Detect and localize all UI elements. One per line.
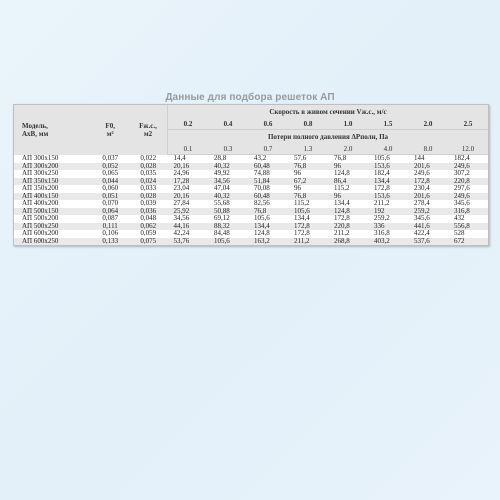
model-cell: АП 400х150 [14, 193, 91, 201]
value-cell: 556,8 [448, 223, 488, 231]
value-cell: 134,4 [328, 200, 368, 208]
value-cell: 76,8 [288, 193, 328, 201]
value-cell: 230,4 [408, 185, 448, 193]
value-cell: 268,8 [328, 238, 368, 246]
value-cell: 105,6 [208, 238, 248, 246]
value-cell: 49,92 [208, 170, 248, 178]
value-cell: 82,56 [248, 200, 288, 208]
f0-cell: 0,065 [91, 170, 129, 178]
value-cell: 76,8 [328, 155, 368, 163]
value-cell: 182,4 [368, 170, 408, 178]
header-f0 [91, 105, 129, 155]
value-cell: 134,4 [368, 178, 408, 186]
f0-cell: 0,070 [91, 200, 129, 208]
header-loss-title: Потери полного давления ΔPполн, Па [168, 130, 489, 145]
value-cell: 69,12 [208, 215, 248, 223]
value-cell: 44,16 [168, 223, 208, 231]
value-cell: 34,56 [208, 178, 248, 186]
fzs-cell: 0,059 [129, 230, 168, 238]
value-cell: 55,68 [208, 200, 248, 208]
loss-header-cell: 0.3 [208, 144, 248, 155]
value-cell: 96 [328, 193, 368, 201]
model-cell: АП 600х200 [14, 230, 91, 238]
value-cell: 124,8 [248, 230, 288, 238]
f0-cell: 0,064 [91, 208, 129, 216]
value-cell: 84,48 [208, 230, 248, 238]
value-cell: 60,48 [248, 193, 288, 201]
speed-header-cell: 1.0 [328, 119, 368, 130]
model-cell: АП 500х250 [14, 223, 91, 231]
f0-cell: 0,087 [91, 215, 129, 223]
value-cell: 278,4 [408, 200, 448, 208]
speed-header-cell: 2.0 [408, 119, 448, 130]
value-cell: 20,16 [168, 193, 208, 201]
value-cell: 432 [448, 215, 488, 223]
fzs-cell: 0,028 [129, 163, 168, 171]
value-cell: 124,8 [328, 208, 368, 216]
model-cell: АП 350х200 [14, 185, 91, 193]
value-cell: 172,8 [288, 230, 328, 238]
value-cell: 537,6 [408, 238, 448, 246]
value-cell: 53,76 [168, 238, 208, 246]
value-cell: 115,2 [288, 200, 328, 208]
speed-header-cell: 0.6 [248, 119, 288, 130]
loss-header-cell: 8.0 [408, 144, 448, 155]
grille-selection-table [13, 104, 489, 246]
value-cell: 47,04 [208, 185, 248, 193]
value-cell: 57,6 [288, 155, 328, 163]
value-cell: 441,6 [408, 223, 448, 231]
value-cell: 50,88 [208, 208, 248, 216]
loss-header-cell: 2.0 [328, 144, 368, 155]
value-cell: 345,6 [408, 215, 448, 223]
f0-cell: 0,060 [91, 185, 129, 193]
value-cell: 96 [288, 170, 328, 178]
value-cell: 172,8 [408, 178, 448, 186]
value-cell: 192 [368, 208, 408, 216]
model-cell: АП 300х150 [14, 155, 91, 163]
value-cell: 172,8 [328, 215, 368, 223]
model-cell: АП 500х200 [14, 215, 91, 223]
value-cell: 259,2 [368, 215, 408, 223]
model-cell: АП 400х200 [14, 200, 91, 208]
model-cell: АП 350х150 [14, 178, 91, 186]
value-cell: 201,6 [408, 163, 448, 171]
value-cell: 249,6 [408, 170, 448, 178]
value-cell: 336 [368, 223, 408, 231]
value-cell: 134,4 [288, 215, 328, 223]
model-cell: АП 300х200 [14, 163, 91, 171]
value-cell: 144 [408, 155, 448, 163]
model-cell: АП 600х250 [14, 238, 91, 246]
value-cell: 211,2 [328, 230, 368, 238]
value-cell: 74,88 [248, 170, 288, 178]
fzs-cell: 0,036 [129, 208, 168, 216]
header-fzs [129, 105, 168, 155]
value-cell: 297,6 [448, 185, 488, 193]
value-cell: 259,2 [408, 208, 448, 216]
f0-cell: 0,044 [91, 178, 129, 186]
value-cell: 163,2 [248, 238, 288, 246]
f0-cell: 0,051 [91, 193, 129, 201]
value-cell: 201,6 [408, 193, 448, 201]
fzs-cell: 0,039 [129, 200, 168, 208]
value-cell: 211,2 [368, 200, 408, 208]
value-cell: 42,24 [168, 230, 208, 238]
fzs-cell: 0,075 [129, 238, 168, 246]
value-cell: 34,56 [168, 215, 208, 223]
value-cell: 88,32 [208, 223, 248, 231]
value-cell: 76,8 [248, 208, 288, 216]
value-cell: 25,92 [168, 208, 208, 216]
value-cell: 528 [448, 230, 488, 238]
loss-header-cell: 12.0 [448, 144, 488, 155]
header-model-line2: АхВ, мм [22, 129, 49, 138]
speed-header-cell: 0.2 [168, 119, 208, 130]
header-model [14, 105, 91, 155]
loss-header-cell: 0.7 [248, 144, 288, 155]
value-cell: 40,32 [208, 163, 248, 171]
fzs-cell: 0,035 [129, 170, 168, 178]
header-model-line1: Модель, [22, 121, 48, 130]
value-cell: 105,6 [288, 208, 328, 216]
f0-cell: 0,111 [91, 223, 129, 231]
value-cell: 316,8 [448, 208, 488, 216]
value-cell: 172,8 [288, 223, 328, 231]
value-cell: 211,2 [288, 238, 328, 246]
fzs-cell: 0,048 [129, 215, 168, 223]
value-cell: 86,4 [328, 178, 368, 186]
value-cell: 153,6 [368, 193, 408, 201]
loss-header-cell: 4.0 [368, 144, 408, 155]
value-cell: 403,2 [368, 238, 408, 246]
value-cell: 60,48 [248, 163, 288, 171]
value-cell: 27,84 [168, 200, 208, 208]
header-speed-title: Скорость в живом сечении Vж.с., м/с [168, 105, 489, 119]
f0-cell: 0,106 [91, 230, 129, 238]
loss-header-cell: 0.1 [168, 144, 208, 155]
value-cell: 345,6 [448, 200, 488, 208]
value-cell: 20,16 [168, 163, 208, 171]
value-cell: 24,96 [168, 170, 208, 178]
loss-header-cell: 1.3 [288, 144, 328, 155]
value-cell: 249,6 [448, 163, 488, 171]
value-cell: 153,6 [368, 163, 408, 171]
value-cell: 67,2 [288, 178, 328, 186]
fzs-cell: 0,033 [129, 185, 168, 193]
value-cell: 316,8 [368, 230, 408, 238]
value-cell: 43,2 [248, 155, 288, 163]
f0-cell: 0,052 [91, 163, 129, 171]
f0-cell: 0,133 [91, 238, 129, 246]
value-cell: 40,32 [208, 193, 248, 201]
value-cell: 672 [448, 238, 488, 246]
value-cell: 96 [288, 185, 328, 193]
speed-header-cell: 0.4 [208, 119, 248, 130]
speed-header-cell: 2.5 [448, 119, 488, 130]
header-f0-line1: F0, [105, 121, 115, 130]
speed-header-cell: 0.8 [288, 119, 328, 130]
value-cell: 307,2 [448, 170, 488, 178]
header-fzs-line2: м2 [143, 129, 153, 138]
value-cell: 115,2 [328, 185, 368, 193]
page-title: Данные для подбора решеток АП [165, 92, 335, 103]
model-cell: АП 300х250 [14, 170, 91, 178]
table-body [14, 155, 488, 246]
value-cell: 23,04 [168, 185, 208, 193]
value-cell: 220,8 [448, 178, 488, 186]
value-cell: 249,6 [448, 193, 488, 201]
model-cell: АП 500х150 [14, 208, 91, 216]
value-cell: 17,28 [168, 178, 208, 186]
value-cell: 105,6 [368, 155, 408, 163]
value-cell: 51,84 [248, 178, 288, 186]
fzs-cell: 0,062 [129, 223, 168, 231]
value-cell: 422,4 [408, 230, 448, 238]
fzs-cell: 0,028 [129, 193, 168, 201]
fzs-cell: 0,024 [129, 178, 168, 186]
f0-cell: 0,037 [91, 155, 129, 163]
value-cell: 182,4 [448, 155, 488, 163]
value-cell: 172,8 [368, 185, 408, 193]
value-cell: 28,8 [208, 155, 248, 163]
value-cell: 14,4 [168, 155, 208, 163]
value-cell: 134,4 [248, 223, 288, 231]
value-cell: 76,8 [288, 163, 328, 171]
header-f0-line2: м² [106, 129, 114, 138]
fzs-cell: 0,022 [129, 155, 168, 163]
value-cell: 96 [328, 163, 368, 171]
value-cell: 124,8 [328, 170, 368, 178]
speed-header-cell: 1.5 [368, 119, 408, 130]
table-row [14, 238, 488, 246]
value-cell: 105,6 [248, 215, 288, 223]
value-cell: 220,8 [328, 223, 368, 231]
value-cell: 70,08 [248, 185, 288, 193]
header-fzs-line1: Fж.с., [139, 121, 157, 130]
